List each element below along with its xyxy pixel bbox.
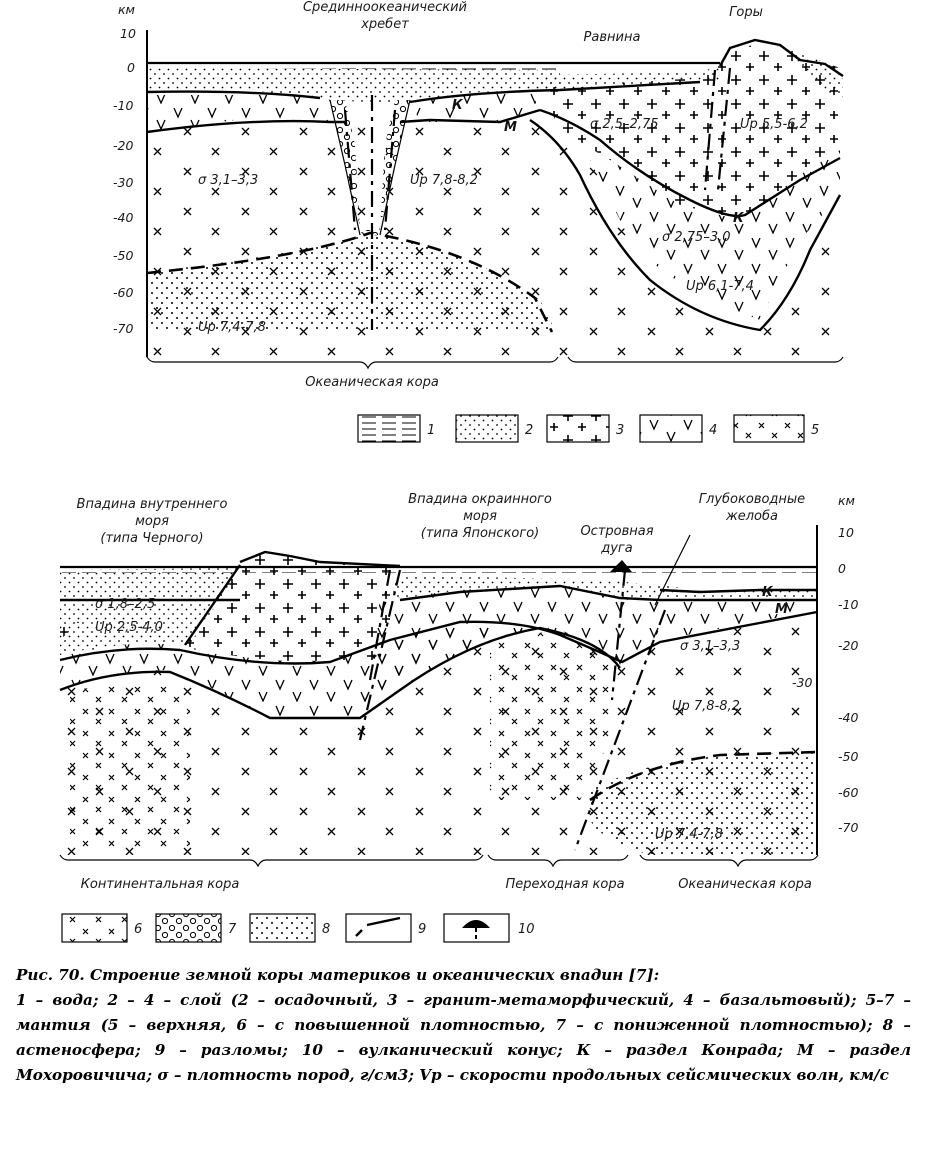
- transition-bracket: [488, 855, 628, 866]
- top-tick: 10: [120, 26, 136, 41]
- density-label: σ 2,75–3,0: [662, 230, 731, 245]
- bottom-tick: -70: [838, 820, 859, 835]
- oceanic-bracket: [640, 855, 818, 866]
- inner-sea-title: моря: [135, 514, 169, 529]
- legend-bottom: [62, 914, 535, 942]
- crust-type-label: Континентальная кора: [80, 877, 240, 892]
- legend-fault-swatch: [346, 914, 411, 942]
- top-tick: -60: [113, 285, 134, 300]
- crust-type-label: Океаническая кора: [678, 877, 812, 892]
- velocity-label: Up 6,1-7,4: [686, 279, 754, 294]
- marginal-sea-title: (типа Японского): [420, 526, 540, 541]
- bottom-axis-unit: км: [838, 493, 855, 508]
- legend-asthenosphere-swatch: [250, 914, 315, 942]
- legend-label: 6: [134, 922, 143, 937]
- island-arc-title: дуга: [601, 541, 633, 556]
- legend-label: 3: [616, 423, 625, 438]
- legend-label: 10: [518, 922, 535, 937]
- trenches-title: Глубоководные: [698, 492, 806, 507]
- moho-label: М: [504, 120, 517, 135]
- caption-title: Рис. 70. Строение земной коры материков и океанических впадин [7]:: [16, 966, 660, 984]
- continental-bracket: [60, 855, 483, 866]
- legend-top: [358, 415, 819, 442]
- velocity-label: Up 2,5-4,0: [95, 620, 163, 635]
- top-tick: -20: [113, 138, 134, 153]
- ridge-title-line1: Срединноокеанический: [302, 0, 468, 15]
- bottom-tick: -20: [838, 638, 859, 653]
- velocity-label: Up 7,4-7,8: [655, 827, 723, 842]
- legend-water-swatch: [358, 415, 420, 442]
- dense-mantle-transition: [490, 630, 610, 800]
- legend-mantle-swatch: [734, 415, 804, 442]
- ridge-title-line2: хребет: [361, 17, 409, 32]
- konrad-label: К: [733, 211, 744, 226]
- legend-label: 9: [418, 922, 427, 937]
- dense-mantle: [70, 680, 190, 850]
- legend-label: 2: [525, 423, 534, 438]
- density-label: σ 1,8–2,5: [95, 597, 156, 612]
- continental-bracket: [568, 357, 843, 362]
- bottom-tick: -50: [838, 749, 859, 764]
- top-tick: -10: [113, 98, 134, 113]
- velocity-label: Up 7,4-7,8: [198, 320, 266, 335]
- island-arc-title: Островная: [580, 524, 654, 539]
- top-tick: -70: [113, 321, 134, 336]
- density-label: σ 3,1–3,3: [198, 173, 259, 188]
- caption-body: 1 – вода; 2 – 4 – слой (2 – осадочный, 3 – гранит-метаморфический, 4 – базальтовый); 5–7 – мантия (5 – верхняя, 6 – с повышенной плотностью, 7 – с пониженной плотностью); 8 – астеносфера; 9 – разломы; 10 – вулканический конус; К – раздел Конрада; М – раздел Мохоровичича; σ – плотность пород, г/см3; Vp – скорости продольных сейсмических волн, км/с: [16, 991, 911, 1084]
- mountains-title: Горы: [729, 5, 763, 20]
- konrad-label: К: [452, 98, 463, 113]
- crust-type-label: Переходная кора: [505, 877, 625, 892]
- bottom-tick: -40: [838, 710, 859, 725]
- bottom-tick: 10: [838, 525, 854, 540]
- konrad-label: К: [762, 585, 773, 600]
- top-tick: 0: [127, 60, 135, 75]
- legend-label: 5: [811, 423, 820, 438]
- bottom-tick: -10: [838, 597, 859, 612]
- velocity-label: Up 5,5-6,2: [740, 117, 808, 132]
- bottom-tick: -60: [838, 785, 859, 800]
- top-axis-unit: км: [118, 2, 135, 17]
- legend-label: 4: [709, 423, 718, 438]
- legend-dense-mantle-swatch: [62, 914, 127, 942]
- marginal-sea-title: моря: [463, 509, 497, 524]
- legend-label: 8: [322, 922, 331, 937]
- oceanic-crust-bracket: [147, 357, 558, 368]
- bottom-tick: 0: [838, 561, 846, 576]
- legend-low-density-swatch: [156, 914, 221, 942]
- trenches-title: желоба: [726, 509, 778, 524]
- top-tick: -50: [113, 248, 134, 263]
- legend-sediment-swatch: [456, 415, 518, 442]
- density-label: σ 3,1–3,3: [680, 639, 741, 654]
- top-cross-section: [113, 0, 843, 390]
- legend-label: 7: [228, 922, 237, 937]
- bottom-cross-section: [60, 492, 858, 892]
- legend-basalt-swatch: [640, 415, 702, 442]
- inner-sea-title: Впадина внутреннего: [76, 497, 228, 512]
- inner-sea-title: (типа Черного): [100, 531, 204, 546]
- top-tick: -40: [113, 210, 134, 225]
- density-label: σ 2,5–2,75: [590, 117, 659, 132]
- legend-granite-swatch: [547, 415, 609, 442]
- legend-label: 1: [427, 423, 436, 438]
- figure-caption: [16, 963, 911, 1088]
- crust-type-label: Океаническая кора: [305, 375, 439, 390]
- marginal-sea-title: Впадина окраинного: [408, 492, 552, 507]
- moho-label: М: [775, 602, 788, 617]
- velocity-label: Up 7,8-8,2: [410, 173, 478, 188]
- plain-title: Равнина: [583, 30, 641, 45]
- top-tick: -30: [113, 175, 134, 190]
- velocity-label: Up 7,8-8,2: [672, 699, 740, 714]
